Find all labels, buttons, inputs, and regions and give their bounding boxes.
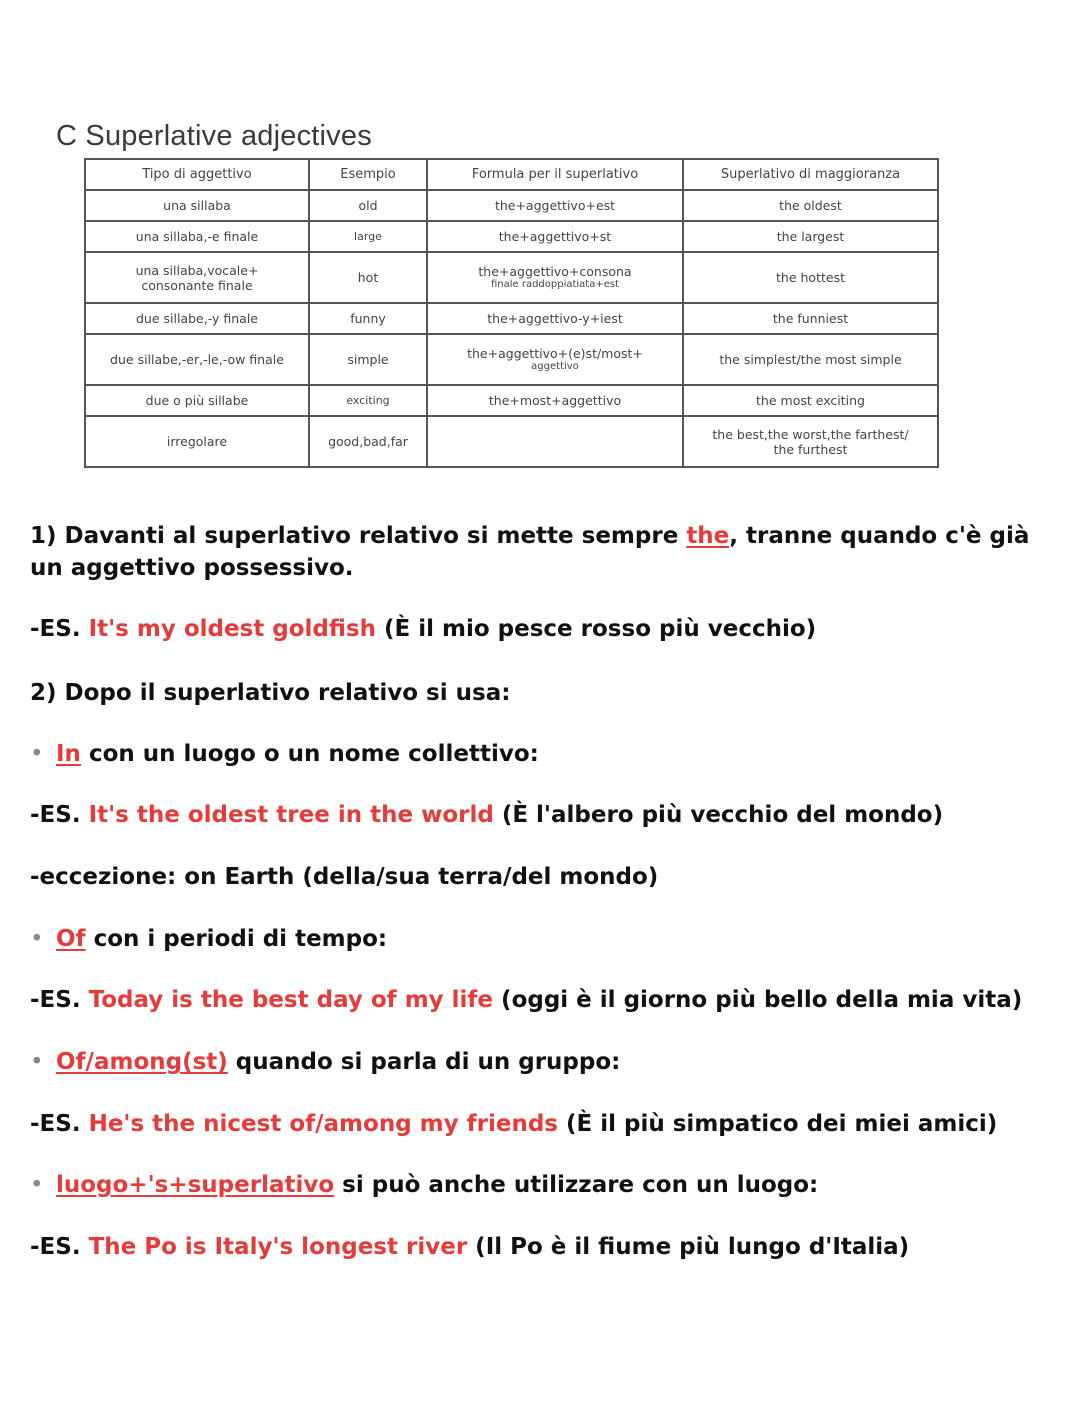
rule-1 xyxy=(30,520,1030,584)
example-2 xyxy=(30,802,943,828)
cell-superlativo: the hottest xyxy=(683,252,938,303)
cell-tipo: due sillabe,-y finale xyxy=(85,303,309,334)
cell-superlativo: the largest xyxy=(683,221,938,252)
table-header-row xyxy=(85,159,938,190)
cell-esempio: hot xyxy=(309,252,427,303)
bullet-dot-icon: • xyxy=(30,1049,44,1075)
example-5 xyxy=(30,1234,909,1260)
table-row xyxy=(85,190,938,221)
cell-esempio: good,bad,far xyxy=(309,416,427,467)
cell-formula: the+aggettivo+est xyxy=(427,190,683,221)
cell-superlativo-line2: the furthest xyxy=(773,441,848,457)
cell-tipo: irregolare xyxy=(85,416,309,467)
example-sentence: The Po is Italy's longest river xyxy=(88,1234,468,1260)
cell-tipo-line2: consonante finale xyxy=(141,277,253,293)
example-label: -ES. xyxy=(30,987,89,1013)
rule-1-highlight: the xyxy=(686,523,730,549)
cell-tipo: due o più sillabe xyxy=(85,385,309,416)
example-1 xyxy=(30,616,816,642)
bullet-text: con i periodi di tempo: xyxy=(85,926,388,952)
superlative-table xyxy=(84,158,939,468)
bullet-among xyxy=(30,1049,620,1075)
bullet-key: Of/among(st) xyxy=(56,1049,228,1075)
cell-formula: the+aggettivo+st xyxy=(427,221,683,252)
exception: -eccezione: on Earth (della/sua terra/del mondo) xyxy=(30,864,659,890)
example-label: -ES. xyxy=(30,1234,89,1260)
example-translation: (oggi è il giorno più bello della mia vita) xyxy=(493,987,1023,1013)
bullet-key: Of xyxy=(56,926,86,952)
bullet-in xyxy=(30,741,539,767)
bullet-text: con un luogo o un nome collettivo: xyxy=(80,741,539,767)
cell-superlativo: the simplest/the most simple xyxy=(683,334,938,385)
cell-tipo-line1: una sillaba,vocale+ xyxy=(135,262,259,278)
bullet-text: quando si parla di un gruppo: xyxy=(227,1049,621,1075)
cell-formula-line2: aggettivo xyxy=(531,361,579,372)
example-translation: (È l'albero più vecchio del mondo) xyxy=(493,802,944,828)
rule-1-prefix: 1) Davanti al superlativo relativo si mette sempre xyxy=(30,523,687,549)
header-formula: Formula per il superlativo xyxy=(427,159,683,190)
example-sentence: It's my oldest goldfish xyxy=(88,616,376,642)
table-row xyxy=(85,416,938,467)
example-sentence: Today is the best day of my life xyxy=(88,987,494,1013)
cell-formula: the+aggettivo-y+iest xyxy=(427,303,683,334)
bullet-key: luogo+'s+superlativo xyxy=(56,1172,335,1198)
cell-tipo: due sillabe,-er,-le,-ow finale xyxy=(85,334,309,385)
cell-formula-line1: the+aggettivo+(e)st/most+ xyxy=(467,346,643,361)
bullet-dot-icon: • xyxy=(30,741,44,767)
cell-formula-line1: the+aggettivo+consona xyxy=(478,264,632,279)
example-translation: (È il mio pesce rosso più vecchio) xyxy=(376,616,817,642)
bullet-of xyxy=(30,926,387,952)
cell-superlativo-line1: the best,the worst,the farthest/ xyxy=(712,426,909,442)
example-label: -ES. xyxy=(30,1111,89,1137)
cell-tipo: una sillaba xyxy=(85,190,309,221)
table-row xyxy=(85,252,938,303)
cell-formula xyxy=(427,334,683,385)
cell-superlativo xyxy=(683,416,938,467)
bullet-luogo xyxy=(30,1172,818,1198)
header-tipo: Tipo di aggettivo xyxy=(85,159,309,190)
cell-esempio: old xyxy=(309,190,427,221)
table-row xyxy=(85,385,938,416)
example-label: -ES. xyxy=(30,616,89,642)
cell-formula xyxy=(427,416,683,467)
cell-formula-line2: finale raddoppiatiata+est xyxy=(490,279,620,290)
rule-2: 2) Dopo il superlativo relativo si usa: xyxy=(30,680,511,706)
bullet-dot-icon: • xyxy=(30,1172,44,1198)
example-translation: (Il Po è il fiume più lungo d'Italia) xyxy=(467,1234,910,1260)
table-row xyxy=(85,221,938,252)
header-esempio: Esempio xyxy=(309,159,427,190)
cell-esempio: simple xyxy=(309,334,427,385)
cell-esempio: large xyxy=(309,221,427,252)
example-3 xyxy=(30,987,1022,1013)
cell-tipo: una sillaba,-e finale xyxy=(85,221,309,252)
cell-esempio: exciting xyxy=(309,385,427,416)
rule-1-suffix: , tranne quando c'è già un aggettivo possessivo. xyxy=(30,523,1030,581)
section-title: C Superlative adjectives xyxy=(56,120,372,152)
header-superlativo: Superlativo di maggioranza xyxy=(683,159,938,190)
example-sentence: He's the nicest of/among my friends xyxy=(88,1111,558,1137)
bullet-text: si può anche utilizzare con un luogo: xyxy=(334,1172,819,1198)
example-sentence: It's the oldest tree in the world xyxy=(88,802,494,828)
example-label: -ES. xyxy=(30,802,89,828)
cell-superlativo: the oldest xyxy=(683,190,938,221)
example-4 xyxy=(30,1111,997,1137)
example-translation: (È il più simpatico dei miei amici) xyxy=(558,1111,998,1137)
cell-formula xyxy=(427,252,683,303)
cell-tipo xyxy=(85,252,309,303)
table-row xyxy=(85,334,938,385)
bullet-key: In xyxy=(56,741,81,767)
cell-superlativo: the most exciting xyxy=(683,385,938,416)
cell-superlativo: the funniest xyxy=(683,303,938,334)
table-row xyxy=(85,303,938,334)
cell-esempio: funny xyxy=(309,303,427,334)
cell-formula: the+most+aggettivo xyxy=(427,385,683,416)
bullet-dot-icon: • xyxy=(30,926,44,952)
